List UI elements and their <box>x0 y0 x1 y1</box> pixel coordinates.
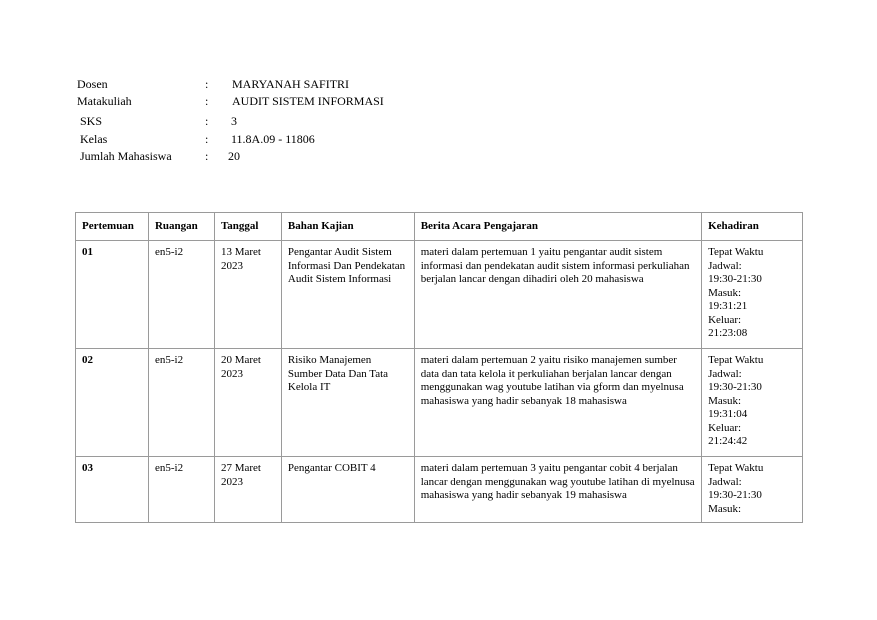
jumlah-label: Jumlah Mahasiswa <box>80 149 172 163</box>
keluar-label: Keluar: <box>708 313 742 326</box>
dosen-label: Dosen <box>77 77 108 91</box>
matakuliah-label: Matakuliah <box>77 94 132 108</box>
ruangan-cell: en5-i2 <box>148 241 214 349</box>
sks-value: 3 <box>231 114 237 128</box>
colon: : <box>205 77 209 91</box>
jadwal-value: 19:30-21:30 <box>708 381 762 393</box>
colon: : <box>205 114 209 128</box>
bahan-kajian-cell: Pengantar COBIT 4 <box>281 457 414 523</box>
masuk-label: Masuk: <box>708 286 742 299</box>
kehadiran-cell <box>702 241 803 349</box>
header-bahan-kajian: Bahan Kajian <box>281 213 414 241</box>
masuk-value: 19:31:04 <box>708 408 748 420</box>
dosen-value: MARYANAH SAFITRI <box>232 77 350 91</box>
kelas-label: Kelas <box>80 132 108 146</box>
pertemuan-cell: 01 <box>76 241 149 349</box>
table-row <box>76 457 803 523</box>
header-tanggal: Tanggal <box>214 213 281 241</box>
keluar-label: Keluar: <box>708 421 742 434</box>
tanggal-cell: 20 Maret 2023 <box>214 349 281 457</box>
jadwal-value: 19:30-21:30 <box>708 273 762 285</box>
table-row <box>76 349 803 457</box>
jadwal-label: Jadwal: <box>708 475 742 488</box>
header-kehadiran: Kehadiran <box>702 213 803 241</box>
ruangan-cell: en5-i2 <box>148 349 214 457</box>
kehadiran-cell <box>702 349 803 457</box>
header-pertemuan: Pertemuan <box>76 213 149 241</box>
status: Tepat Waktu <box>708 462 764 474</box>
keluar-value: 21:23:08 <box>708 327 748 339</box>
tanggal-cell: 27 Maret 2023 <box>214 457 281 523</box>
status: Tepat Waktu <box>708 354 764 366</box>
jadwal-value: 19:30-21:30 <box>708 489 762 501</box>
header-berita-acara: Berita Acara Pengajaran <box>414 213 701 241</box>
ruangan-cell: en5-i2 <box>148 457 214 523</box>
berita-acara-cell: materi dalam pertemuan 1 yaitu pengantar audit sistem informasi dan pendekatan audit sistem informasi perkuliahan berjalan lancar dengan dihadiri oleh 20 mahasiswa <box>414 241 701 349</box>
tanggal-cell: 13 Maret 2023 <box>214 241 281 349</box>
pertemuan-cell: 03 <box>76 457 149 523</box>
sks-label: SKS <box>80 114 103 128</box>
berita-acara-cell: materi dalam pertemuan 3 yaitu pengantar cobit 4 berjalan lancar dengan menggunakan wag youtube latihan di myelnusa mahasiswa yang hadir sebanyak 19 mahasiswa <box>414 457 701 523</box>
jadwal-label: Jadwal: <box>708 259 742 272</box>
jumlah-value: 20 <box>228 149 240 163</box>
masuk-label: Masuk: <box>708 502 742 515</box>
colon: : <box>205 94 209 108</box>
jadwal-label: Jadwal: <box>708 367 742 380</box>
masuk-label: Masuk: <box>708 394 742 407</box>
matakuliah-value: AUDIT SISTEM INFORMASI <box>232 94 384 108</box>
kelas-value: 11.8A.09 - 11806 <box>231 132 315 146</box>
bahan-kajian-cell: Risiko Manajemen Sumber Data Dan Tata Kelola IT <box>281 349 414 457</box>
berita-acara-cell: materi dalam pertemuan 2 yaitu risiko manajemen sumber data dan tata kelola it perkuliahan berjalan lancar dengan menggunakan wag youtube latihan via gform dan myelnusa mahasiswa yang hadir sebanyak 18 mahasiswa <box>414 349 701 457</box>
colon: : <box>205 132 209 146</box>
header-ruangan: Ruangan <box>148 213 214 241</box>
keluar-value: 21:24:42 <box>708 435 748 447</box>
colon: : <box>205 149 209 163</box>
masuk-value: 19:31:21 <box>708 300 748 312</box>
attendance-table <box>75 212 803 523</box>
bahan-kajian-cell: Pengantar Audit Sistem Informasi Dan Pendekatan Audit Sistem Informasi <box>281 241 414 349</box>
table-header-row <box>76 213 803 241</box>
pertemuan-cell: 02 <box>76 349 149 457</box>
kehadiran-cell <box>702 457 803 523</box>
table-row <box>76 241 803 349</box>
status: Tepat Waktu <box>708 246 764 258</box>
